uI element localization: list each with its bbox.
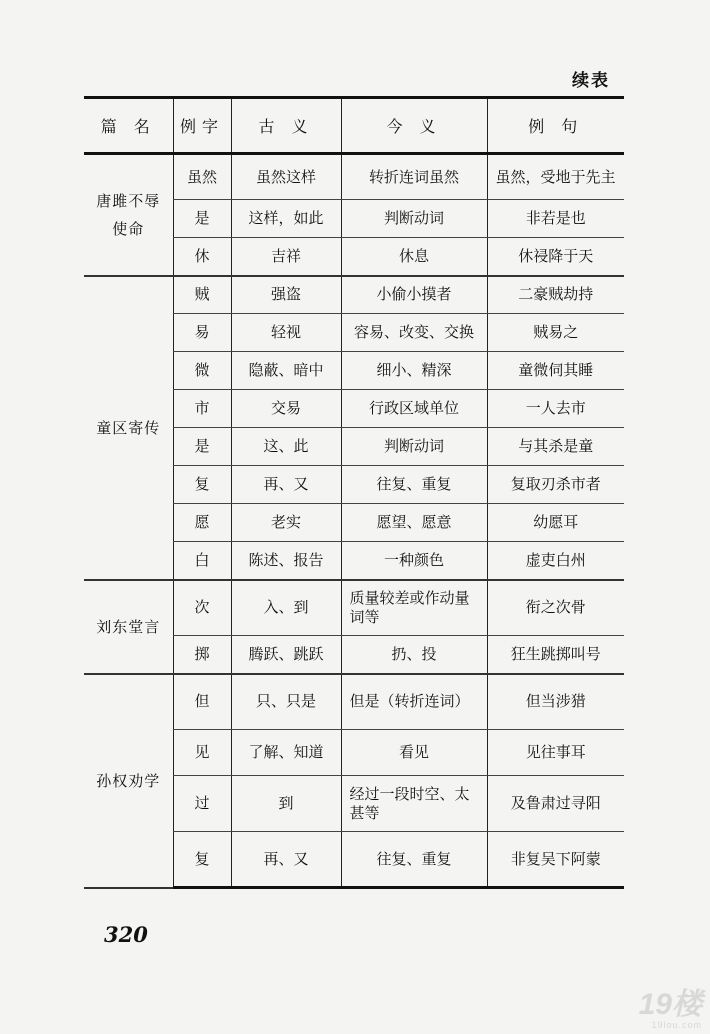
- cell-char: 休: [173, 238, 231, 276]
- group-title: 孙权劝学: [84, 674, 173, 888]
- cell-example: 复取刃杀市者: [487, 466, 624, 504]
- cell-ancient: 腾跃、跳跃: [231, 636, 341, 674]
- cell-modern: 愿望、愿意: [341, 504, 487, 542]
- cell-ancient: 入、到: [231, 580, 341, 636]
- cell-char: 掷: [173, 636, 231, 674]
- cell-example: 贼易之: [487, 314, 624, 352]
- cell-char: 易: [173, 314, 231, 352]
- cell-example: 狂生跳掷叫号: [487, 636, 624, 674]
- cell-char: 复: [173, 832, 231, 888]
- cell-ancient: 陈述、报告: [231, 542, 341, 580]
- cell-char: 虽然: [173, 154, 231, 200]
- cell-ancient: 交易: [231, 390, 341, 428]
- cell-modern: 往复、重复: [341, 832, 487, 888]
- cell-ancient: 到: [231, 776, 341, 832]
- cell-modern: 小偷小摸者: [341, 276, 487, 314]
- group-title: 刘东堂言: [84, 580, 173, 674]
- cell-example: 衔之次骨: [487, 580, 624, 636]
- cell-char: 是: [173, 200, 231, 238]
- cell-modern: 扔、投: [341, 636, 487, 674]
- vocabulary-table-container: [84, 96, 624, 889]
- site-watermark: [639, 990, 702, 1030]
- cell-modern: 看见: [341, 730, 487, 776]
- group-title: 童区寄传: [84, 276, 173, 580]
- cell-modern: 但是（转折连词）: [341, 674, 487, 730]
- cell-char: 见: [173, 730, 231, 776]
- cell-char: 白: [173, 542, 231, 580]
- cell-ancient: 再、又: [231, 832, 341, 888]
- header-title: 篇 名: [84, 98, 173, 154]
- cell-example: 虽然，受地于先主: [487, 154, 624, 200]
- cell-ancient: 轻视: [231, 314, 341, 352]
- cell-modern: 经过一段时空、太甚等: [341, 776, 487, 832]
- cell-example: 与其杀是童: [487, 428, 624, 466]
- cell-char: 过: [173, 776, 231, 832]
- table-row: [84, 154, 624, 200]
- cell-ancient: 了解、知道: [231, 730, 341, 776]
- header-example: 例 句: [487, 98, 624, 154]
- cell-example: 虚吏白州: [487, 542, 624, 580]
- cell-modern: 往复、重复: [341, 466, 487, 504]
- cell-modern: 判断动词: [341, 428, 487, 466]
- watermark-url: 19lou.com: [651, 1020, 702, 1030]
- cell-example: 及鲁肃过寻阳: [487, 776, 624, 832]
- page-number: 320: [104, 922, 148, 947]
- table-header-row: [84, 98, 624, 154]
- cell-ancient: 隐蔽、暗中: [231, 352, 341, 390]
- cell-example: 见往事耳: [487, 730, 624, 776]
- cell-example: 非若是也: [487, 200, 624, 238]
- cell-ancient: 这样，如此: [231, 200, 341, 238]
- cell-example: 非复吴下阿蒙: [487, 832, 624, 888]
- continued-label: 续表: [572, 71, 610, 91]
- cell-char: 但: [173, 674, 231, 730]
- table-row: [84, 276, 624, 314]
- header-char: 例字: [173, 98, 231, 154]
- cell-example: 二豪贼劫持: [487, 276, 624, 314]
- watermark-logo: 19楼: [638, 988, 702, 1021]
- cell-modern: 细小、精深: [341, 352, 487, 390]
- group-title: 唐雎不辱使命: [84, 154, 173, 276]
- cell-ancient: 再、又: [231, 466, 341, 504]
- cell-example: 休祲降于天: [487, 238, 624, 276]
- cell-modern: 判断动词: [341, 200, 487, 238]
- cell-modern: 休息: [341, 238, 487, 276]
- cell-ancient: 虽然这样: [231, 154, 341, 200]
- cell-example: 但当涉猎: [487, 674, 624, 730]
- cell-ancient: 吉祥: [231, 238, 341, 276]
- cell-modern: 容易、改变、交换: [341, 314, 487, 352]
- cell-modern: 一种颜色: [341, 542, 487, 580]
- cell-char: 市: [173, 390, 231, 428]
- cell-char: 是: [173, 428, 231, 466]
- table-row: [84, 580, 624, 636]
- cell-char: 愿: [173, 504, 231, 542]
- cell-example: 童微伺其睡: [487, 352, 624, 390]
- cell-modern: 转折连词虽然: [341, 154, 487, 200]
- cell-example: 幼愿耳: [487, 504, 624, 542]
- cell-ancient: 强盗: [231, 276, 341, 314]
- cell-ancient: 老实: [231, 504, 341, 542]
- cell-ancient: 只、只是: [231, 674, 341, 730]
- cell-ancient: 这、此: [231, 428, 341, 466]
- cell-modern: 行政区域单位: [341, 390, 487, 428]
- cell-char: 微: [173, 352, 231, 390]
- cell-char: 次: [173, 580, 231, 636]
- header-modern: 今 义: [341, 98, 487, 154]
- cell-example: 一人去市: [487, 390, 624, 428]
- vocabulary-table: [84, 96, 624, 889]
- table-row: [84, 674, 624, 730]
- cell-char: 复: [173, 466, 231, 504]
- cell-modern: 质量较差或作动量词等: [341, 580, 487, 636]
- header-ancient: 古 义: [231, 98, 341, 154]
- cell-char: 贼: [173, 276, 231, 314]
